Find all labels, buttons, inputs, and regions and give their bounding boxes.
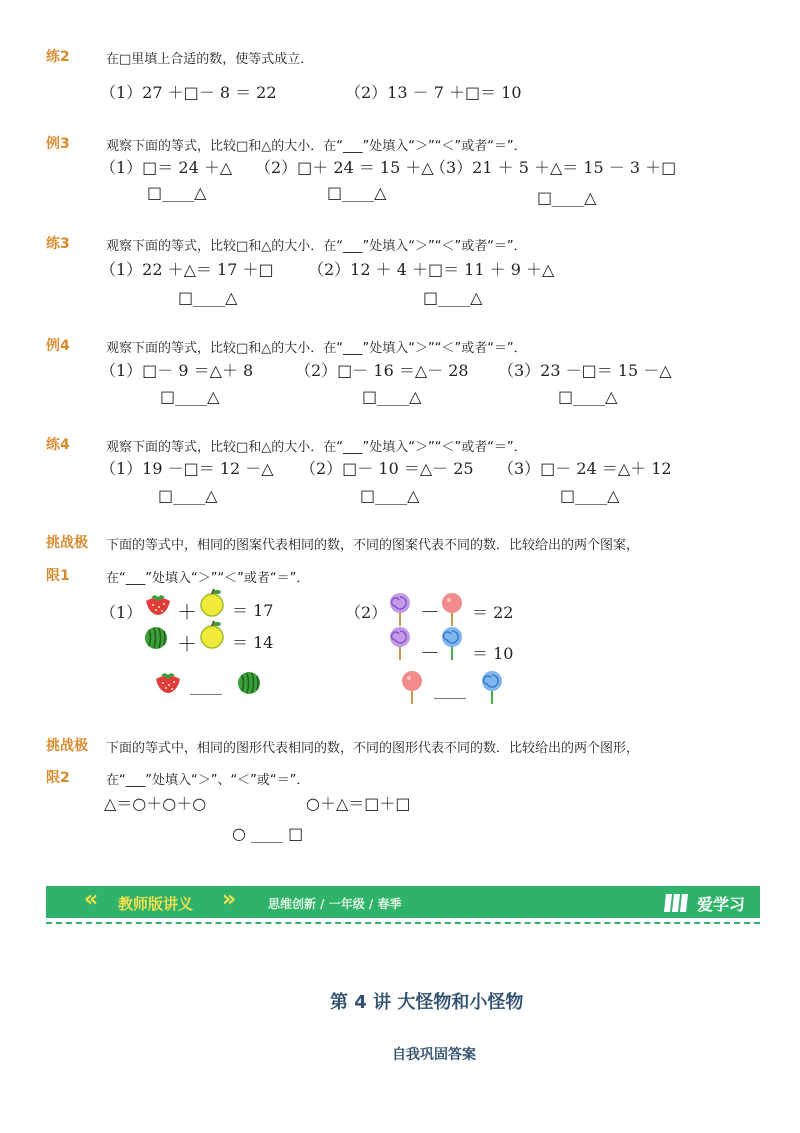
equation: （2）□＋ 24 ＝ 15 ＋△ — [255, 158, 434, 177]
equation: （3）□－ 24 ＝△＋ 12 — [498, 459, 672, 478]
lecture-title: 第 4 讲 大怪物和小怪物 — [330, 992, 524, 1013]
footer-brand: 教师版讲义 — [118, 895, 194, 913]
equation: （1）19 －□＝ 12 －△ — [100, 459, 274, 478]
purple-lollipop-icon — [388, 592, 412, 628]
strawberry-icon — [143, 592, 173, 616]
equation-result: ＝ 22 — [472, 603, 514, 622]
footer-logo-text: 爱学习 — [697, 895, 746, 914]
instruction: 观察下面的等式，比较□和△的大小．在“___”处填入“＞”“＜”或者“＝”． — [106, 139, 527, 154]
puzzle-number: （2） — [345, 603, 388, 622]
comparison-blank[interactable]: ____ — [190, 676, 222, 695]
blue-lollipop-icon — [440, 626, 464, 662]
instruction: 在“___”处填入“＞”、“＜”或“＝”． — [106, 773, 310, 788]
instruction: 在“___”处填入“＞”“＜”或者“＝”． — [106, 571, 310, 586]
comparison-blank[interactable]: ○ ____ □ — [232, 824, 304, 843]
instruction: 下面的等式中，相同的图案代表相同的数，不同的图案代表不同的数．比较给出的两个图案， — [106, 538, 640, 553]
equation: （3）23 －□＝ 15 －△ — [498, 361, 672, 380]
apple-icon — [197, 588, 227, 618]
comparison-blank[interactable]: □____△ — [360, 486, 420, 505]
equation: （3）21 ＋ 5 ＋△＝ 15 － 3 ＋□ — [430, 158, 677, 177]
comparison-blank[interactable]: □____△ — [160, 387, 220, 406]
comparison-blank[interactable]: □____△ — [560, 486, 620, 505]
equation: ○＋△＝□＋□ — [306, 794, 411, 813]
exercise-label: 练2 — [46, 49, 70, 65]
challenge-label: 限1 — [46, 568, 70, 584]
pink-lollipop-icon — [400, 670, 424, 706]
instruction: 观察下面的等式，比较□和△的大小．在“___”处填入“＞”“＜”或者“＝”． — [106, 341, 527, 356]
equation: （2）□－ 16 ＝△－ 28 — [295, 361, 469, 380]
comparison-blank[interactable]: □____△ — [178, 288, 238, 307]
watermelon-icon — [143, 625, 169, 651]
instruction: 观察下面的等式，比较□和△的大小．在“___”处填入“＞”“＜”或者“＝”． — [106, 239, 527, 254]
equation: （2）12 ＋ 4 ＋□＝ 11 ＋ 9 ＋△ — [308, 260, 555, 279]
watermelon-icon — [236, 670, 262, 696]
equation-result: ＝ 17 — [232, 601, 274, 620]
comparison-blank[interactable]: □____△ — [327, 183, 387, 202]
challenge-label: 挑战极 — [46, 738, 88, 754]
minus-sign: － — [420, 641, 440, 665]
challenge-label: 挑战极 — [46, 535, 88, 551]
example-label: 例4 — [46, 338, 70, 354]
equation: （1）22 ＋△＝ 17 ＋□ — [100, 260, 274, 279]
comparison-blank[interactable]: □____△ — [558, 387, 618, 406]
strawberry-icon — [153, 670, 183, 694]
minus-sign: － — [420, 600, 440, 624]
instruction: 观察下面的等式，比较□和△的大小．在“___”处填入“＞”“＜”或者“＝”． — [106, 440, 527, 455]
equation: （2）□－ 10 ＝△－ 25 — [300, 459, 474, 478]
footer-subtitle: 思维创新 / 一年级 / 春季 — [268, 897, 402, 911]
comparison-blank[interactable]: □____△ — [158, 486, 218, 505]
equation: △＝○＋○＋○ — [104, 794, 207, 813]
example-label: 例3 — [46, 136, 70, 152]
exercise-label: 练4 — [46, 437, 70, 453]
pink-lollipop-icon — [440, 592, 464, 628]
instruction: 下面的等式中，相同的图形代表相同的数，不同的图形代表不同的数．比较给出的两个图形， — [106, 741, 640, 756]
equation-result: ＝ 14 — [232, 633, 274, 652]
equation: （1）□＝ 24 ＋△ — [100, 158, 233, 177]
equation-result: ＝ 10 — [472, 644, 514, 663]
comparison-blank[interactable]: □____△ — [362, 387, 422, 406]
plus-sign: ＋ — [177, 632, 197, 656]
chevron-left-icon: « — [84, 887, 99, 912]
puzzle-number: （1） — [100, 603, 143, 622]
comparison-blank[interactable]: □____△ — [147, 183, 207, 202]
instruction: 在□里填上合适的数，使等式成立． — [106, 52, 314, 67]
apple-icon — [197, 620, 227, 650]
equation: （1）27 ＋□－ 8 ＝ 22 — [100, 83, 277, 102]
comparison-blank[interactable]: ____ — [434, 680, 466, 699]
equation: （1）□－ 9 ＝△＋ 8 — [100, 361, 254, 380]
purple-lollipop-icon — [388, 626, 412, 662]
logo-icon — [664, 890, 694, 914]
challenge-label: 限2 — [46, 770, 70, 786]
comparison-blank[interactable]: □____△ — [537, 188, 597, 207]
equation: （2）13 － 7 ＋□＝ 10 — [345, 83, 522, 102]
exercise-label: 练3 — [46, 236, 70, 252]
chevron-right-icon: » — [222, 887, 237, 912]
answers-title: 自我巩固答案 — [392, 1047, 476, 1063]
blue-lollipop-icon — [480, 670, 504, 706]
divider — [46, 922, 760, 924]
comparison-blank[interactable]: □____△ — [423, 288, 483, 307]
plus-sign: ＋ — [177, 600, 197, 624]
